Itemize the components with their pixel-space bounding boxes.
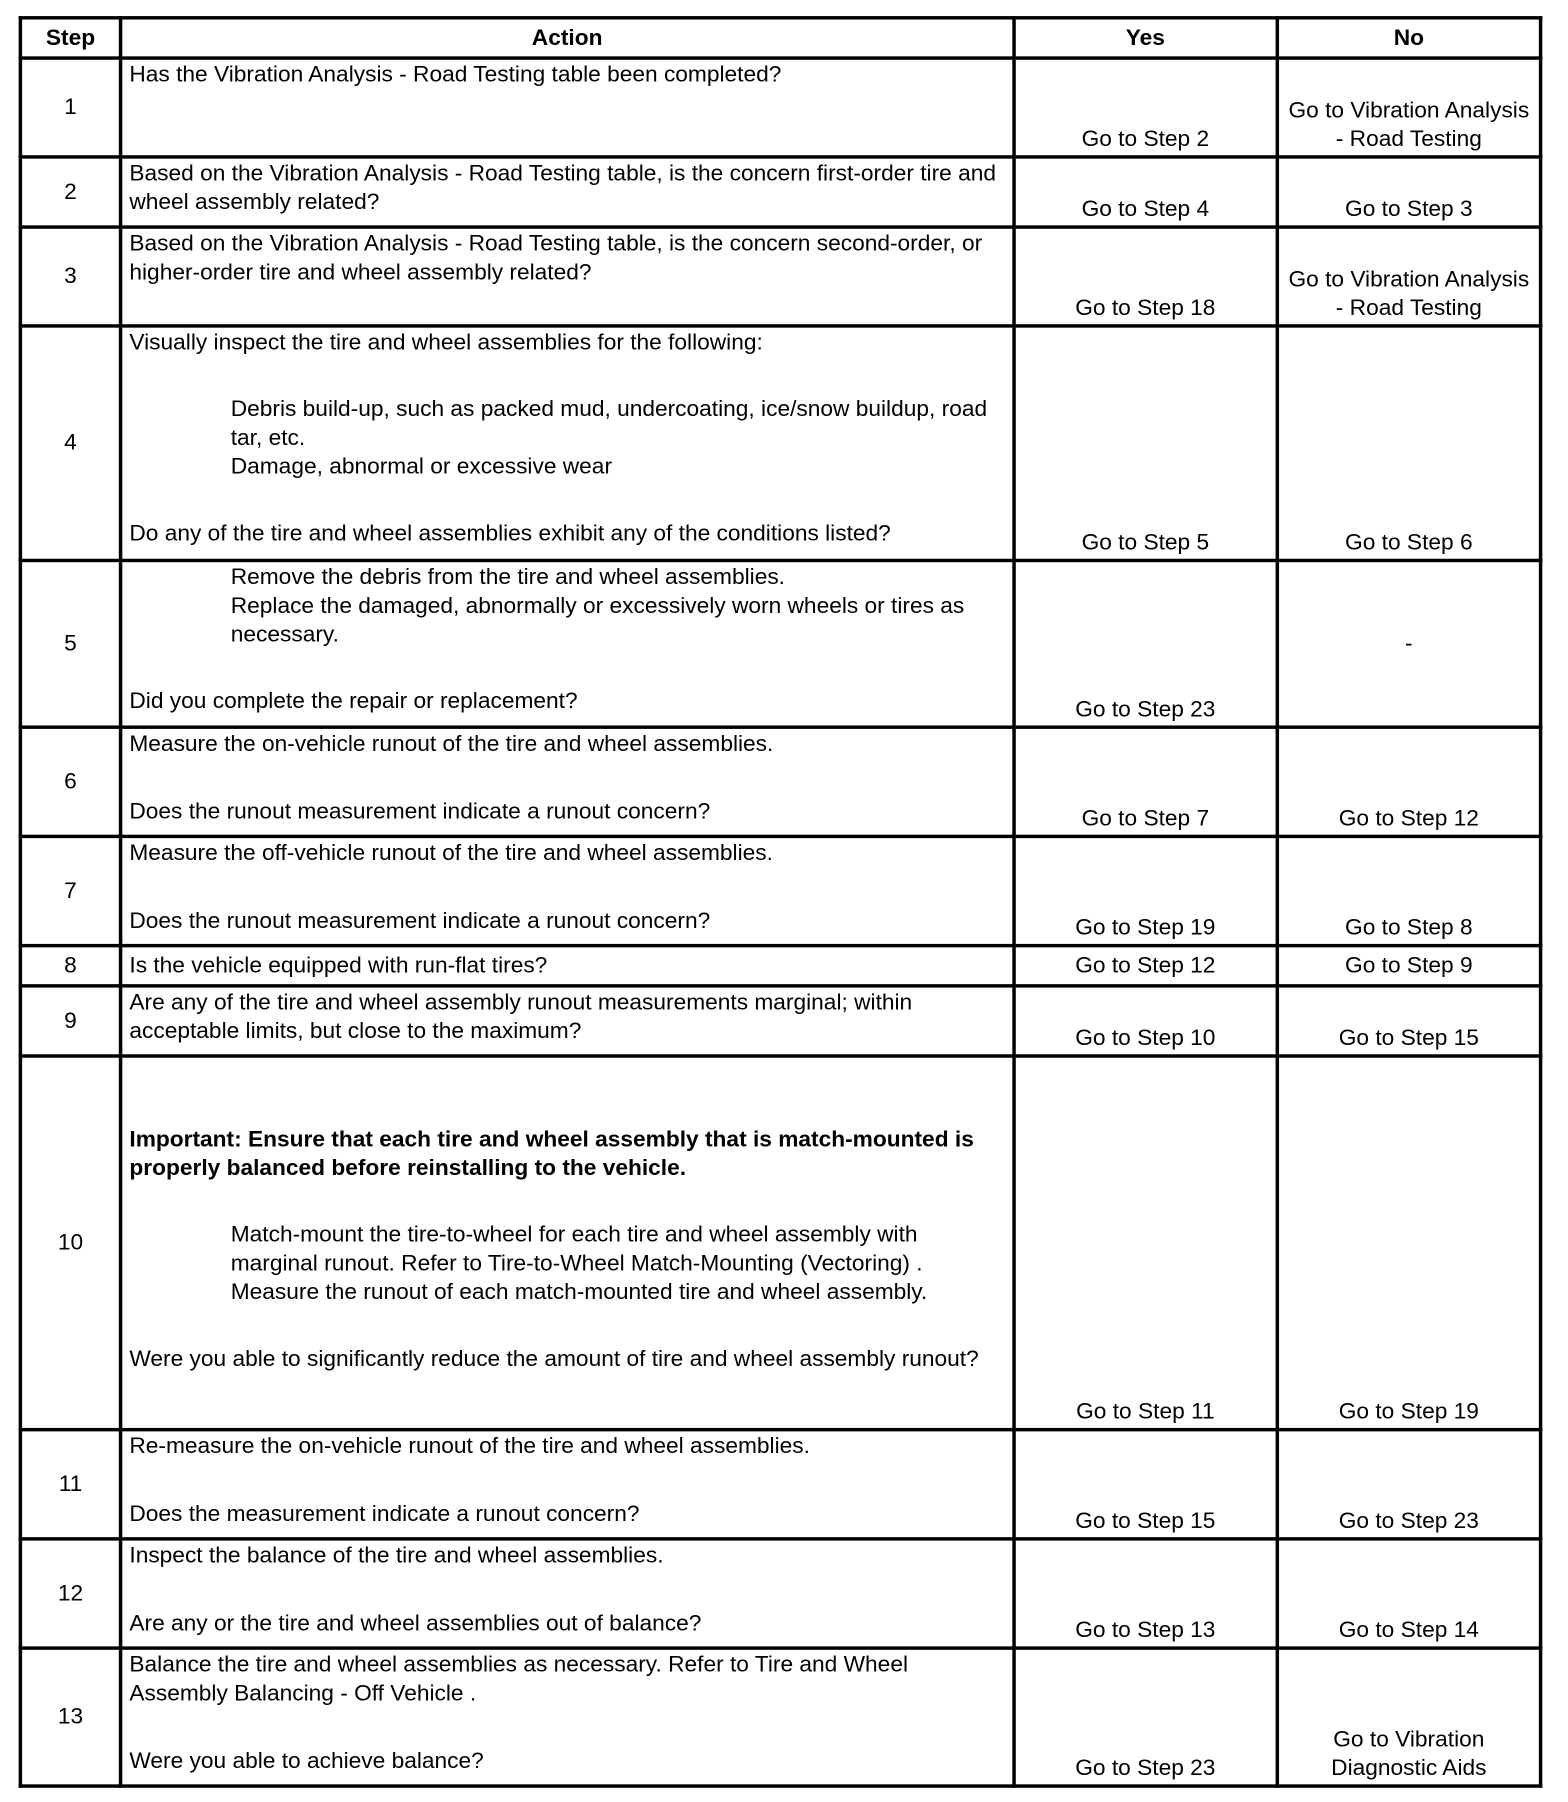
action-question: Are any of the tire and wheel assembly runout measurements marginal; within acceptable limits, but close to the maximum? — [129, 989, 913, 1044]
table-row — [20, 227, 1540, 326]
no-cell: Go to Step 15 — [1277, 986, 1540, 1056]
table-row — [20, 836, 1540, 945]
action-intro: Re-measure the on-vehicle runout of the tire and wheel assemblies. — [129, 1433, 810, 1459]
action-cell — [121, 58, 1014, 157]
action-question: Did you complete the repair or replacement? — [129, 688, 578, 714]
action-intro: Visually inspect the tire and wheel assemblies for the following: — [129, 329, 763, 356]
action-intro: Measure the off-vehicle runout of the tire and wheel assemblies. — [129, 840, 773, 866]
yes-cell: Go to Step 18 — [1014, 227, 1277, 326]
yes-cell: Go to Step 5 — [1014, 326, 1277, 561]
step-number: 3 — [20, 227, 120, 326]
step-number: 1 — [20, 58, 120, 157]
table-row — [20, 157, 1540, 227]
yes-cell: Go to Step 2 — [1014, 58, 1277, 157]
step-number: 2 — [20, 157, 120, 227]
step-number: 10 — [20, 1056, 120, 1430]
no-cell: - — [1277, 560, 1540, 727]
action-question: Has the Vibration Analysis - Road Testing table been completed? — [129, 62, 782, 88]
step-number: 13 — [20, 1648, 120, 1786]
action-list-item: Measure the runout of each match-mounted tire and wheel assembly. — [230, 1279, 928, 1305]
table-row — [20, 1430, 1540, 1539]
no-cell: Go to Step 23 — [1277, 1430, 1540, 1539]
no-cell: Go to Step 19 — [1277, 1056, 1540, 1430]
yes-cell: Go to Step 4 — [1014, 157, 1277, 227]
action-question: Were you able to significantly reduce the amount of tire and wheel assembly runout? — [129, 1346, 979, 1372]
header-no: No — [1277, 18, 1540, 58]
action-cell — [121, 1056, 1014, 1430]
no-cell: Go to Vibration Analysis - Road Testing — [1277, 227, 1540, 326]
table-row — [20, 1648, 1540, 1786]
action-cell — [121, 986, 1014, 1056]
no-cell: Go to Step 12 — [1277, 727, 1540, 836]
step-number: 4 — [20, 326, 120, 561]
no-cell: Go to Vibration Analysis - Road Testing — [1277, 58, 1540, 157]
yes-cell: Go to Step 15 — [1014, 1430, 1277, 1539]
diagnostic-steps-table — [19, 16, 1543, 1788]
action-list-item: Match-mount the tire-to-wheel for each tire and wheel assembly with marginal runout. Refer to Tire-to-Wheel Match-Mounting (Vectoring) . — [230, 1222, 923, 1277]
yes-cell: Go to Step 23 — [1014, 560, 1277, 727]
important-note: Important: Ensure that each tire and wheel assembly that is match-mounted is properly balanced before reinstalling to the vehicle. — [129, 1126, 974, 1181]
action-intro: Measure the on-vehicle runout of the tire and wheel assemblies. — [129, 731, 774, 757]
action-intro: Balance the tire and wheel assemblies as necessary. Refer to Tire and Wheel Assembly Balancing - Off Vehicle . — [129, 1652, 909, 1707]
action-cell — [121, 1430, 1014, 1539]
action-question: Were you able to achieve balance? — [129, 1748, 484, 1774]
header-step: Step — [20, 18, 120, 58]
no-cell: Go to Step 14 — [1277, 1539, 1540, 1648]
step-number: 11 — [20, 1430, 120, 1539]
table-row — [20, 727, 1540, 836]
action-intro: Inspect the balance of the tire and wheel assemblies. — [129, 1542, 664, 1569]
action-list-item: Replace the damaged, abnormally or excessively worn wheels or tires as necessary. — [230, 593, 965, 648]
yes-cell: Go to Step 11 — [1014, 1056, 1277, 1430]
action-cell — [121, 727, 1014, 836]
step-number: 9 — [20, 986, 120, 1056]
action-question: Is the vehicle equipped with run-flat tires? — [129, 952, 548, 978]
step-number: 5 — [20, 560, 120, 727]
action-question: Do any of the tire and wheel assemblies exhibit any of the conditions listed? — [129, 520, 891, 547]
table-row — [20, 326, 1540, 561]
table-row — [20, 986, 1540, 1056]
step-number: 6 — [20, 727, 120, 836]
yes-cell: Go to Step 19 — [1014, 836, 1277, 945]
yes-cell: Go to Step 13 — [1014, 1539, 1277, 1648]
yes-cell: Go to Step 7 — [1014, 727, 1277, 836]
action-question: Does the runout measurement indicate a runout concern? — [129, 908, 711, 934]
no-cell: Go to Step 9 — [1277, 946, 1540, 986]
header-action: Action — [121, 18, 1014, 58]
action-cell — [121, 1648, 1014, 1786]
action-cell — [121, 560, 1014, 727]
action-question: Does the runout measurement indicate a runout concern? — [129, 799, 711, 825]
action-question: Based on the Vibration Analysis - Road Testing table, is the concern first-order tire and wheel assembly related? — [129, 160, 997, 215]
yes-cell: Go to Step 10 — [1014, 986, 1277, 1056]
action-question: Based on the Vibration Analysis - Road Testing table, is the concern second-order, or higher-order tire and wheel assembly related? — [129, 231, 983, 286]
action-question: Are any or the tire and wheel assemblies out of balance? — [129, 1610, 702, 1637]
table-row — [20, 58, 1540, 157]
action-cell — [121, 946, 1014, 986]
table-row — [20, 1539, 1540, 1648]
yes-cell: Go to Step 12 — [1014, 946, 1277, 986]
action-list-item: Damage, abnormal or excessive wear — [230, 454, 613, 480]
no-cell: Go to Vibration Diagnostic Aids — [1277, 1648, 1540, 1786]
no-cell: Go to Step 8 — [1277, 836, 1540, 945]
no-cell: Go to Step 3 — [1277, 157, 1540, 227]
action-cell — [121, 157, 1014, 227]
action-list-item: Remove the debris from the tire and wheel assemblies. — [230, 564, 785, 590]
action-cell — [121, 1539, 1014, 1648]
action-cell — [121, 836, 1014, 945]
action-cell — [121, 227, 1014, 326]
header-yes: Yes — [1014, 18, 1277, 58]
action-question: Does the measurement indicate a runout concern? — [129, 1501, 640, 1527]
no-cell: Go to Step 6 — [1277, 326, 1540, 561]
action-list-item: Debris build-up, such as packed mud, undercoating, ice/snow buildup, road tar, etc. — [230, 396, 988, 451]
step-number: 12 — [20, 1539, 120, 1648]
table-row — [20, 1056, 1540, 1430]
table-row — [20, 560, 1540, 727]
table-header-row — [20, 18, 1540, 58]
yes-cell: Go to Step 23 — [1014, 1648, 1277, 1786]
step-number: 7 — [20, 836, 120, 945]
table-row — [20, 946, 1540, 986]
action-cell — [121, 326, 1014, 561]
step-number: 8 — [20, 946, 120, 986]
